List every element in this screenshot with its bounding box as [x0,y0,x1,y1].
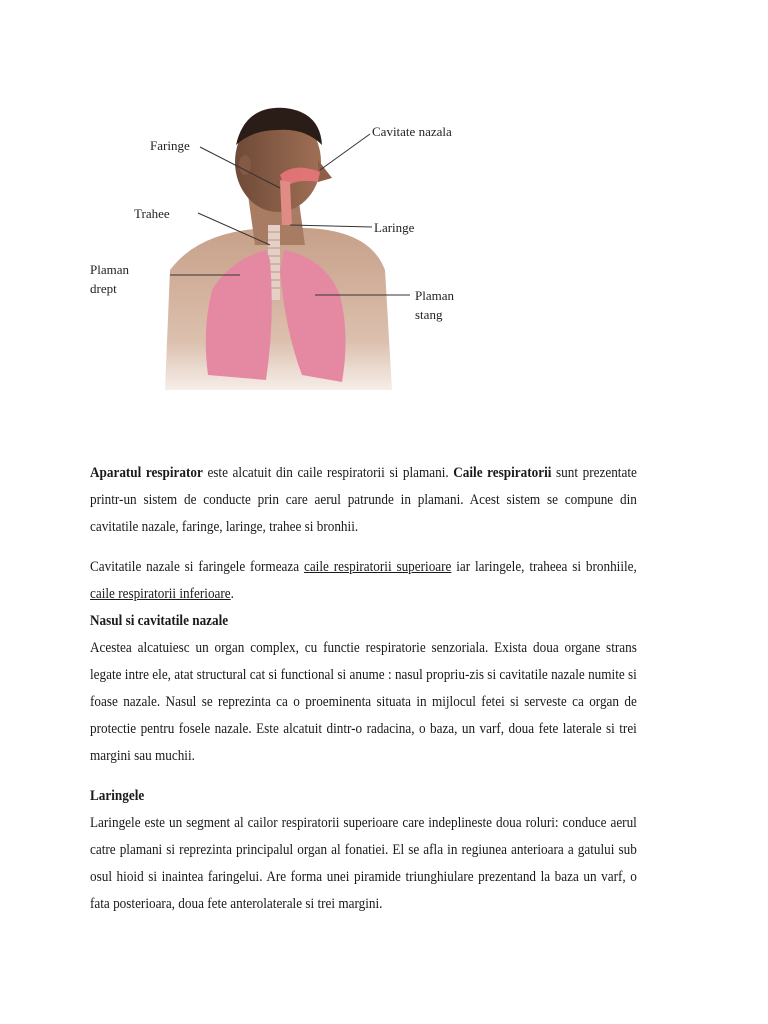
label-plaman-stang-2: stang [415,307,443,322]
label-trahee: Trahee [134,206,170,221]
pharynx [280,180,292,225]
link-caile-superioare: caile respiratorii superioare [303,559,452,575]
label-cavitate-nazala: Cavitate nazala [372,124,452,139]
heading-text: Nasul si cavitatile nazale [90,613,229,629]
label-plaman-drept-1: Plaman [90,262,129,277]
link-caile-inferioare: caile respiratorii inferioare [90,586,231,602]
heading-laringele [90,783,637,810]
text-span: este alcatuit din caile respiratorii si plamani. [202,465,454,481]
label-faringe: Faringe [150,138,190,153]
term-caile-respiratorii: Caile respiratorii [453,465,552,481]
respiratory-diagram [80,100,480,400]
paragraph-laringele: Laringele este un segment al cailor respiratorii superioare care indeplineste doua roluri: conduce aerul catre plamani si reprezinta principalul organ al fonatiei. El se afla in regiunea anterioara a gatului sub osul hioid si inaintea faringelui. Are forma unei piramide triunghiulare prezentand la baza un varf, o fata posterioara, doua fete anterolaterale si trei margini. [90,815,637,912]
paragraph-nasul: Acestea alcatuiesc un organ complex, cu functie respiratorie senzoriala. Exista doua organe strans legate intre ele, atat structural cat si functional si anume : nasul propriu-zis si cavitatile nazale numite si foase nazale. Nasul se reprezinta ca o proeminenta situata in mijlocul fetei si serveste ca organ de protectie pentru fosele nazale. Este alcatuit dintr-o radacina, o baza, un varf, doua fete laterale si trei margini sau muchii. [90,640,637,764]
text-span: . [230,586,234,602]
text-span: iar laringele, traheea si bronhiile, [451,559,637,575]
respiratory-system-figure [80,100,480,400]
label-plaman-stang-1: Plaman [415,288,454,303]
paragraph-intro [90,460,637,541]
text-span: sunt prezentate printr-un sistem de conducte prin care aerul patrunde in plamani. Acest sistem se compune din cavitatile nazale, faringe, laringe, trahee si bronhii. [90,465,637,535]
heading-text: Laringele [90,788,145,804]
paragraph-cai-respiratorii [90,554,637,608]
term-aparatul-respirator: Aparatul respirator [90,465,203,481]
text-span: Cavitatile nazale si faringele formeaza [90,559,304,575]
label-plaman-drept-2: drept [90,281,117,296]
document-body [90,460,637,918]
label-laringe: Laringe [374,220,415,235]
heading-nasul [90,608,637,635]
